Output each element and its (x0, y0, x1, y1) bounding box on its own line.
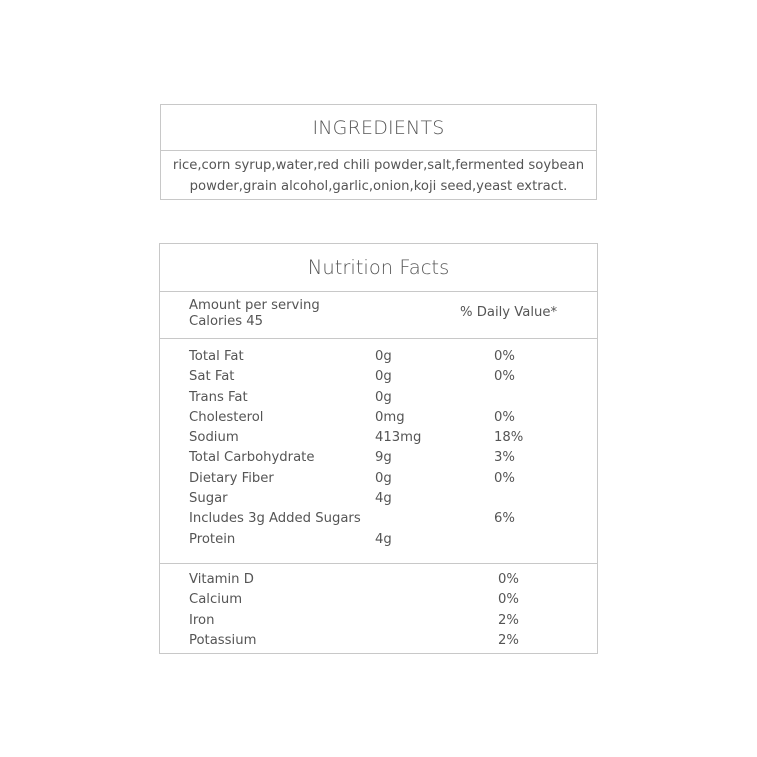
vitamin-daily-value: 0% (498, 572, 519, 587)
nutrient-row (160, 428, 597, 448)
vitamin-name: Potassium (189, 632, 257, 648)
vitamin-name: Iron (189, 612, 215, 628)
nutrient-name: Cholesterol (189, 409, 264, 425)
nutrient-daily-value: 6% (494, 511, 515, 527)
vitamin-row (160, 590, 597, 610)
daily-value-header: % Daily Value* (460, 305, 558, 320)
nutrient-amount: 0g (375, 389, 392, 405)
nutrient-daily-value: 3% (494, 450, 515, 466)
ingredients-title: INGREDIENTS (161, 105, 596, 151)
vitamin-daily-value: 2% (498, 632, 519, 648)
nutrient-row (160, 408, 597, 428)
nutrient-amount: 0g (375, 369, 392, 385)
nutrient-amount: 0g (375, 470, 392, 486)
vitamin-daily-value: 0% (498, 592, 519, 608)
nutrient-amount: 0g (375, 349, 392, 364)
nutrient-amount: 413mg (375, 430, 422, 446)
nutrient-row (160, 448, 597, 468)
nutrient-row (160, 367, 597, 387)
ingredients-list (161, 151, 596, 197)
ingredients-line: powder,grain alcohol,garlic,onion,koji seed,yeast extract. (189, 179, 568, 194)
nutrient-row (160, 347, 597, 367)
nutrient-row (160, 530, 597, 550)
nutrient-daily-value: 0% (494, 470, 515, 486)
amount-per-serving-label: Amount per serving (189, 298, 320, 313)
ingredients-panel (160, 104, 597, 200)
nutrient-row (160, 469, 597, 489)
vitamin-name: Calcium (189, 592, 243, 608)
serving-info (160, 292, 597, 339)
nutrition-title: Nutrition Facts (160, 244, 597, 292)
nutrient-name: Includes 3g Added Sugars (189, 511, 361, 527)
nutrient-amount: 9g (375, 450, 392, 466)
nutrient-daily-value: 0% (494, 409, 515, 425)
nutrient-name: Trans Fat (189, 389, 248, 405)
nutrient-row (160, 388, 597, 408)
vitamins-table (160, 564, 597, 651)
nutrient-name: Sodium (189, 430, 239, 446)
vitamin-row (160, 631, 597, 651)
nutrient-row (160, 509, 597, 529)
ingredients-line: rice,corn syrup,water,red chili powder,salt,fermented soybean (172, 158, 585, 173)
nutrient-amount: 0mg (375, 409, 405, 425)
nutrient-daily-value: 18% (494, 430, 524, 446)
vitamin-name: Vitamin D (189, 572, 254, 587)
nutrient-amount: 4g (375, 491, 392, 507)
nutrient-name: Dietary Fiber (189, 470, 274, 486)
nutrition-facts-panel (159, 243, 598, 654)
nutrient-name: Sat Fat (189, 369, 235, 385)
nutrient-name: Total Fat (189, 349, 244, 364)
nutrient-name: Protein (189, 531, 236, 547)
vitamin-daily-value: 2% (498, 612, 519, 628)
nutrient-daily-value: 0% (494, 349, 515, 364)
nutrient-amount: 4g (375, 531, 392, 547)
nutrient-name: Total Carbohydrate (189, 450, 315, 466)
nutrient-daily-value: 0% (494, 369, 515, 385)
nutrients-table (160, 339, 597, 564)
calories-label: Calories 45 (189, 314, 264, 329)
nutrient-name: Sugar (189, 491, 228, 507)
nutrient-row (160, 489, 597, 509)
vitamin-row (160, 570, 597, 590)
vitamin-row (160, 611, 597, 631)
